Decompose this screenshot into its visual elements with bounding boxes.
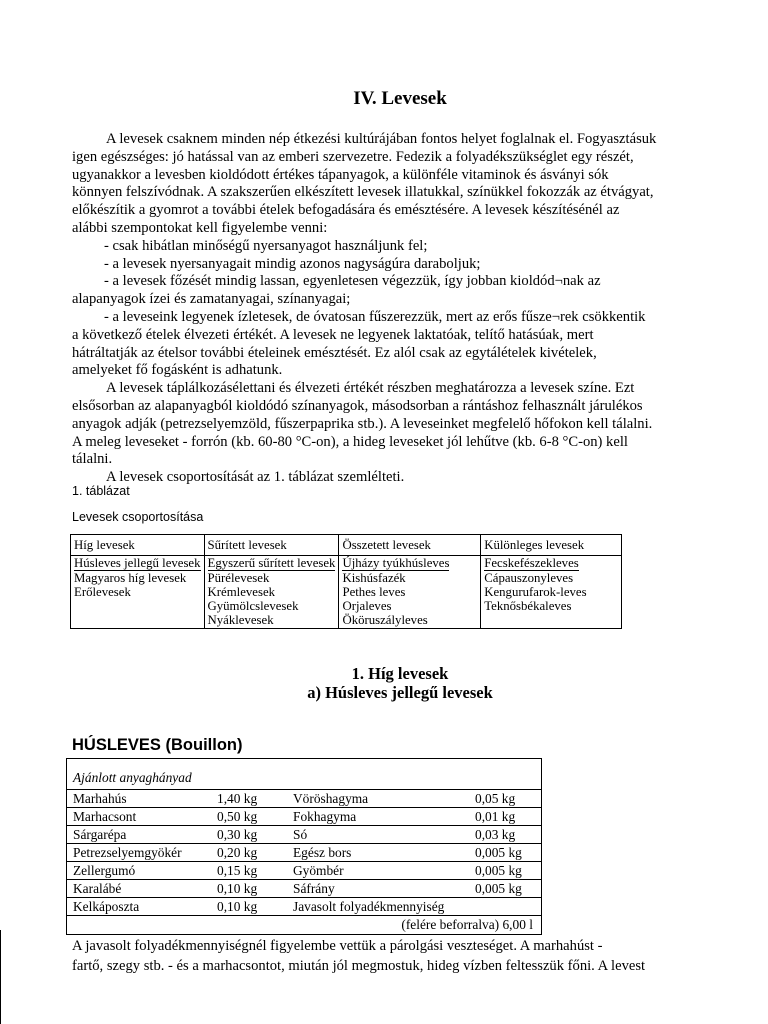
ingredient-row xyxy=(67,880,541,898)
table-column-cell xyxy=(339,556,481,629)
soup-grouping-table xyxy=(70,534,622,629)
ingredient-name: Vöröshagyma xyxy=(293,791,369,806)
ingredient-name: Karalábé xyxy=(73,881,122,896)
ingredient-quantity: 0,15 kg xyxy=(217,863,258,878)
ingredient-row xyxy=(67,826,541,844)
soup-type-item: Teknősbékaleves xyxy=(484,599,572,613)
text-line: a következő ételek élvezeti értékét. A levesek ne legyenek laktatóak, telítő hatásúak, mert xyxy=(72,326,594,343)
text-line: ugyanakkor a levesben kioldódott értékes tápanyagok, a különféle vitaminok és ásványi sók xyxy=(72,166,609,183)
recipe-title: HÚSLEVES (Bouillon) xyxy=(72,736,243,754)
ingredient-quantity: 0,005 kg xyxy=(475,881,522,896)
soup-type-item: Újházy tyúkhúsleves xyxy=(342,556,450,570)
ingredient-quantity: 0,50 kg xyxy=(217,809,258,824)
ingredient-row xyxy=(67,790,541,808)
closing-text xyxy=(72,936,700,976)
left-margin-mark xyxy=(0,930,1,1024)
text-line: anyagok adják (petrezselyemzöld, fűszerpaprika stb.). A leveseinket megfelelő hőfokon kell tálalni. xyxy=(72,415,653,432)
soup-type-item: Erőlevesek xyxy=(74,585,131,599)
soup-type-item: Pethes leves xyxy=(342,585,406,599)
soup-type-item: Nyáklevesek xyxy=(207,613,274,627)
table-column-cell xyxy=(204,556,339,629)
soup-type-item: Kishúsfazék xyxy=(342,571,406,585)
ingredient-name: Kelkáposzta xyxy=(73,899,140,914)
ingredient-row xyxy=(67,808,541,826)
text-line: - a levesek főzését mindig lassan, egyenletesen végezzük, így jobban kioldód¬nak az xyxy=(104,273,601,290)
ingredients-rows xyxy=(67,790,541,916)
soup-type-item: Húsleves jellegű levesek xyxy=(74,556,201,570)
table-header-cell: Híg levesek xyxy=(71,535,205,556)
ingredient-row xyxy=(67,844,541,862)
ingredient-name: Fokhagyma xyxy=(293,809,357,824)
text-line: hátráltatják az ételsor további ételeinek emésztését. Ez alól csak az egytálételek kivételek, xyxy=(72,344,597,361)
table-column-cell xyxy=(71,556,205,629)
text-line: tálalni. xyxy=(72,451,113,468)
ingredient-name: Egész bors xyxy=(293,845,352,860)
ingredients-table xyxy=(66,758,542,935)
ingredient-row xyxy=(67,862,541,880)
ingredient-name: Só xyxy=(293,827,308,842)
soup-type-item: Fecskefészekleves xyxy=(484,556,579,570)
subsection-heading: a) Húsleves jellegű levesek xyxy=(307,683,493,702)
ingredient-name: Marhahús xyxy=(73,791,127,806)
text-line: A levesek csoportosítását az 1. táblázat szemlélteti. xyxy=(106,469,405,486)
text-line: - a leveseink legyenek ízletesek, de óvatosan fűszerezzük, mert az erős fűsze¬rek csökkentik xyxy=(104,308,646,325)
ingredient-quantity: 0,05 kg xyxy=(475,791,516,806)
ingredient-quantity: 0,005 kg xyxy=(475,863,522,878)
soup-type-item: Pürélevesek xyxy=(207,571,270,585)
soup-type-item: Orjaleves xyxy=(342,599,392,613)
soup-type-item: Ököruszályleves xyxy=(342,613,428,627)
ingredient-quantity: 0,30 kg xyxy=(217,827,258,842)
section-heading: 1. Híg levesek xyxy=(351,664,449,683)
table-column-cell xyxy=(481,556,622,629)
soup-type-item: Magyaros híg levesek xyxy=(74,571,187,585)
text-line: könnyen felszívódnak. A szakszerűen elkészített levesek illatukkal, színükkel fokozzák az étvágyat, xyxy=(72,184,654,201)
soup-type-item: Gyümölcslevesek xyxy=(207,599,299,613)
ingredients-footer: (felére beforralva) 6,00 l xyxy=(401,917,533,932)
ingredient-quantity: 1,40 kg xyxy=(217,791,258,806)
text-line: A meleg leveseket - forrón (kb. 60-80 °C-on), a hideg leveseket jól lehűtve (kb. 6-8 °C-on) kell xyxy=(72,433,628,450)
ingredient-quantity: 0,20 kg xyxy=(217,845,258,860)
ingredient-name: Zellergumó xyxy=(73,863,136,878)
ingredient-name: Sáfrány xyxy=(293,881,335,896)
ingredient-name: Petrezselyemgyökér xyxy=(73,845,182,860)
text-line: alapanyagok ízei és zamatanyagai, színanyagai; xyxy=(72,291,351,308)
ingredient-quantity: 0,03 kg xyxy=(475,827,516,842)
soup-type-item: Cápauszonyleves xyxy=(484,571,574,585)
chapter-title: IV. Levesek xyxy=(353,88,447,109)
soup-type-item: Krémlevesek xyxy=(207,585,276,599)
text-line: alábbi szempontokat kell figyelembe venni: xyxy=(72,219,328,236)
text-line: A levesek csaknem minden nép étkezési kultúrájában fontos helyet foglalnak el. Fogyasztásuk xyxy=(106,131,657,147)
ingredient-name: Javasolt folyadékmennyiség xyxy=(293,899,445,914)
ingredient-quantity: 0,10 kg xyxy=(217,881,258,896)
ingredient-name: Gyömbér xyxy=(293,863,344,878)
text-line: igen egészséges: jó hatással van az emberi szervezetre. Fedezik a folyadékszükséglet egy részét, xyxy=(72,148,634,165)
text-line: amelyeket fő fogásként is adhatunk. xyxy=(72,362,283,379)
table-caption: 1. táblázat xyxy=(72,484,130,498)
soup-type-item: Kengurufarok-leves xyxy=(484,585,587,599)
ingredient-row xyxy=(67,898,541,916)
table-subtitle: Levesek csoportosítása xyxy=(72,510,204,524)
ingredient-quantity xyxy=(475,898,535,915)
soup-type-item: Egyszerű sűrített levesek xyxy=(207,556,336,570)
table-header-cell: Különleges levesek xyxy=(481,535,622,556)
text-line: fartő, szegy stb. - és a marhacsontot, miután jól megmostuk, hideg vízben feltesszük főni. A levest xyxy=(72,958,646,974)
text-line: előkészítik a gyomrot a további ételek befogadására és emésztésére. A levesek készítésénél az xyxy=(72,202,620,219)
text-line: A levesek táplálkozásélettani és élvezeti értékét részben meghatározza a levesek színe. Ezt xyxy=(106,380,635,397)
text-line: - csak hibátlan minőségű nyersanyagot használjunk fel; xyxy=(104,237,428,254)
table-header-cell: Sűrített levesek xyxy=(204,535,339,556)
text-line: - a levesek nyersanyagait mindig azonos nagyságúra daraboljuk; xyxy=(104,255,481,272)
ingredient-quantity: 0,10 kg xyxy=(217,899,258,914)
ingredient-name: Marhacsont xyxy=(73,809,137,824)
ingredient-quantity: 0,005 kg xyxy=(475,845,522,860)
intro-text xyxy=(72,131,700,487)
ingredient-name: Sárgarépa xyxy=(73,827,127,842)
ingredients-caption: Ajánlott anyaghányad xyxy=(67,759,541,790)
text-line: elsősorban az alapanyagból kioldódó színanyagok, másodsorban a rántáshoz felhasznált járulékos xyxy=(72,397,643,414)
ingredient-quantity: 0,01 kg xyxy=(475,809,516,824)
text-line: A javasolt folyadékmennyiségnél figyelembe vettük a párolgási veszteséget. A marhahúst - xyxy=(72,938,603,954)
table-header-cell: Összetett levesek xyxy=(339,535,481,556)
